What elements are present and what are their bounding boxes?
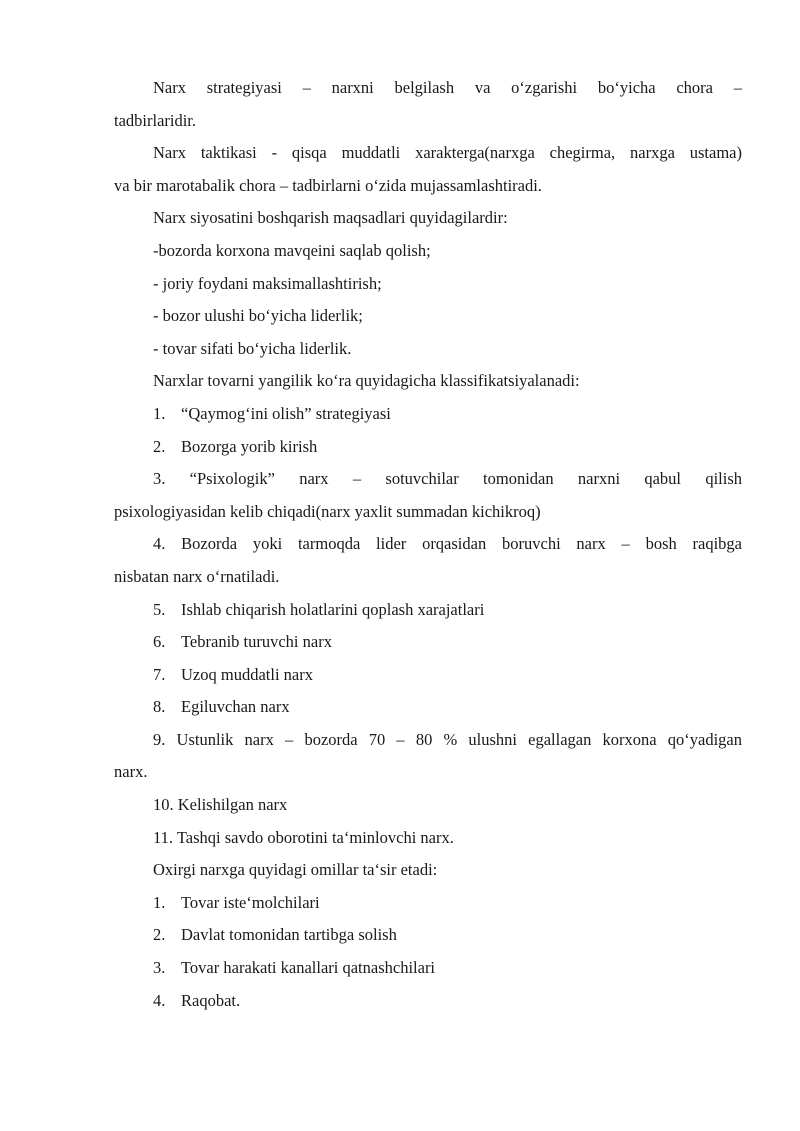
list-text: Bozorga yorib kirish: [181, 436, 318, 456]
factor-item-4: [114, 985, 742, 1018]
classification-item-7: [114, 659, 742, 692]
factor-item-2: [114, 919, 742, 952]
list-text: Raqobat.: [181, 990, 241, 1010]
strategy-definition-line-2: tadbirlaridir.: [114, 110, 197, 130]
classification-item-3-line-1: 3. “Psixologik” narx – sotuvchilar tomonidan narxni qabul qilish: [153, 469, 742, 489]
list-number: 8.: [153, 697, 166, 717]
tactics-definition-line-2: va bir marotabalik chora – tadbirlarni o‘zida mujassamlashtiradi.: [114, 175, 542, 195]
classification-item-9-line-2: narx.: [114, 762, 148, 782]
list-number: 1.: [153, 892, 166, 912]
list-number: 7.: [153, 664, 166, 684]
goal-item: - bozor ulushi bo‘yicha liderlik;: [153, 306, 363, 326]
list-text: Tebranib turuvchi narx: [181, 632, 332, 652]
list-number: 3.: [153, 958, 166, 978]
goal-item: - joriy foydani maksimallashtirish;: [153, 273, 382, 293]
classification-item-2: [114, 431, 742, 464]
classification-item-3-line-2: psixologiyasidan kelib chiqadi(narx yaxlit summadan kichikroq): [114, 501, 541, 521]
classification-item-4-line-2: nisbatan narx o‘rnatiladi.: [114, 566, 280, 586]
list-text: “Qaymog‘ini olish” strategiyasi: [181, 403, 391, 423]
list-text: Tovar iste‘molchilari: [181, 892, 320, 912]
list-number: 1.: [153, 403, 166, 423]
classification-intro: Narxlar tovarni yangilik ko‘ra quyidagicha klassifikatsiyalanadi:: [153, 371, 580, 391]
list-text: Uzoq muddatli narx: [181, 664, 313, 684]
classification-item-10: 10. Kelishilgan narx: [153, 795, 288, 815]
list-number: 5.: [153, 599, 166, 619]
classification-item-1: [114, 398, 742, 431]
list-text: Egiluvchan narx: [181, 697, 290, 717]
classification-item-5: [114, 594, 742, 627]
factors-intro: Oxirgi narxga quyidagi omillar ta‘sir etadi:: [153, 860, 438, 880]
list-text: Davlat tomonidan tartibga solish: [181, 925, 397, 945]
list-number: 2.: [153, 925, 166, 945]
list-number: 6.: [153, 632, 166, 652]
goals-intro: Narx siyosatini boshqarish maqsadlari quyidagilardir:: [153, 208, 508, 228]
factor-item-3: [114, 952, 742, 985]
list-number: 2.: [153, 436, 166, 456]
list-number: 4.: [153, 990, 166, 1010]
list-text: Ishlab chiqarish holatlarini qoplash xarajatlari: [181, 599, 485, 619]
classification-item-4-line-1: 4. Bozorda yoki tarmoqda lider orqasidan boruvchi narx – bosh raqibga: [153, 534, 742, 554]
classification-item-11: 11. Tashqi savdo oborotini ta‘minlovchi narx.: [153, 827, 454, 847]
classification-item-6: [114, 626, 742, 659]
factor-item-1: [114, 887, 742, 920]
classification-item-9-line-1: 9. Ustunlik narx – bozorda 70 – 80 % ulushni egallagan korxona qo‘yadigan: [153, 729, 742, 749]
tactics-definition-line-1: Narx taktikasi - qisqa muddatli xarakterga(narxga chegirma, narxga ustama): [153, 143, 742, 163]
document-page: [114, 72, 742, 1017]
goal-item: - tovar sifati bo‘yicha liderlik.: [153, 338, 352, 358]
goal-item: -bozorda korxona mavqeini saqlab qolish;: [153, 240, 431, 260]
classification-item-8: [114, 691, 742, 724]
list-text: Tovar harakati kanallari qatnashchilari: [181, 958, 436, 978]
strategy-definition-line-1: Narx strategiyasi – narxni belgilash va o‘zgarishi bo‘yicha chora –: [153, 78, 742, 97]
